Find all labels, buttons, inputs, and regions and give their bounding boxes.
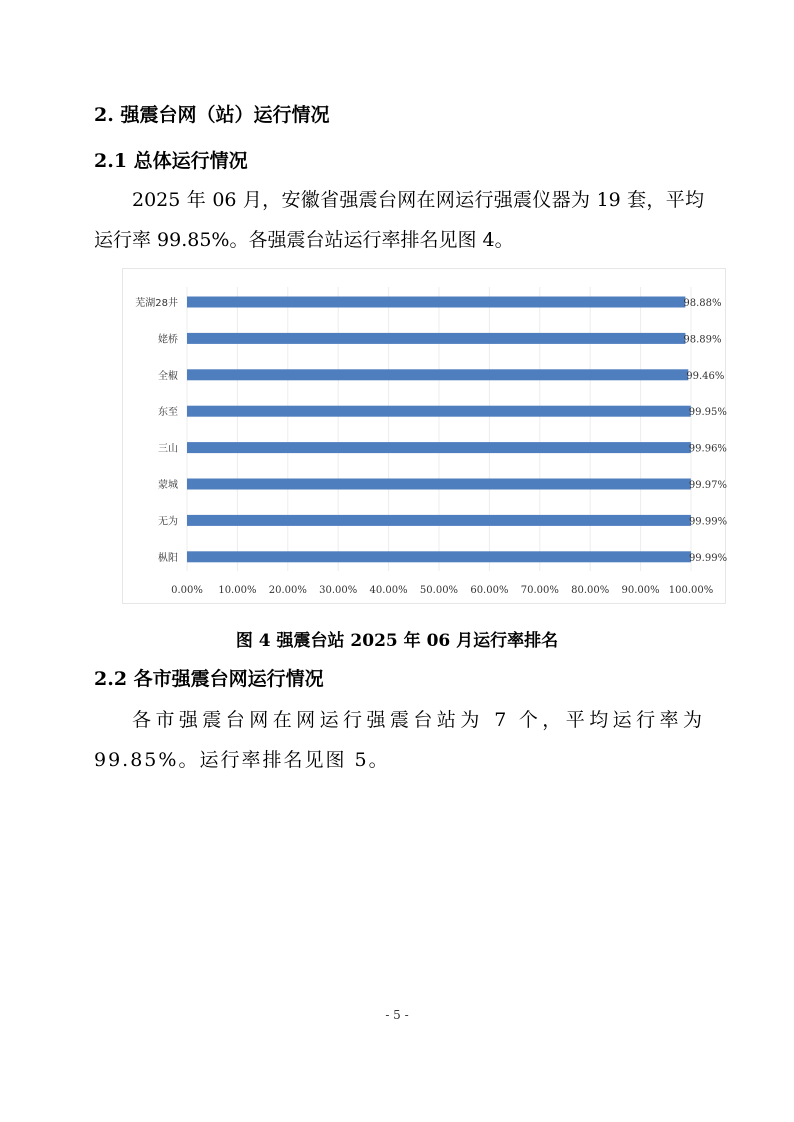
x-tick-label: 40.00% [369, 585, 408, 596]
bar [187, 551, 691, 562]
ranking-chart-svg [123, 269, 727, 605]
category-label: 三山 [158, 443, 178, 455]
bar [187, 369, 688, 380]
category-label: 枞阳 [158, 552, 178, 564]
value-label: 99.46% [686, 370, 725, 382]
x-tick-label: 0.00% [171, 585, 203, 596]
value-label: 98.88% [683, 298, 722, 309]
bar [187, 406, 691, 417]
paragraph-overall: 2025 年 06 月，安徽省强震台网在网运行强震仪器为 19 套，平均运行率 99.85%。各强震台站运行率排名见图 4。 [94, 189, 704, 251]
bar [187, 515, 691, 526]
category-label: 芜湖28井 [135, 298, 178, 309]
bar [187, 333, 685, 344]
subsection-heading-overall: 2.1 总体运行情况 [94, 150, 248, 172]
category-label: 东至 [158, 407, 178, 419]
category-label: 姥桥 [158, 334, 178, 346]
x-tick-label: 60.00% [470, 585, 509, 596]
category-label: 蒙城 [158, 480, 178, 491]
bar [187, 297, 685, 308]
category-label: 全椒 [158, 370, 178, 382]
value-label: 99.99% [688, 552, 727, 564]
x-tick-label: 70.00% [520, 585, 559, 596]
value-label: 99.95% [688, 407, 727, 419]
figure-caption: 图 4 强震台站 2025 年 06 月运行率排名 [235, 631, 559, 651]
x-tick-label: 30.00% [319, 585, 358, 596]
paragraph-cities: 各市强震台网在网运行强震台站为 7 个，平均运行率为 99.85%。运行率排名见图 5。 [94, 709, 704, 771]
value-label: 98.89% [683, 334, 722, 346]
x-tick-label: 80.00% [571, 585, 610, 596]
x-tick-label: 10.00% [218, 585, 257, 596]
value-label: 99.97% [688, 480, 727, 491]
x-tick-label: 20.00% [268, 585, 307, 596]
x-tick-label: 90.00% [621, 585, 660, 596]
bar [187, 442, 691, 453]
x-tick-label: 100.00% [668, 585, 714, 596]
ranking-chart [122, 268, 726, 604]
x-tick-label: 50.00% [419, 585, 459, 596]
value-label: 99.99% [688, 516, 727, 528]
page-number: - 5 - [385, 1008, 409, 1022]
category-label: 无为 [158, 516, 178, 528]
subsection-heading-cities: 2.2 各市强震台网运行情况 [94, 668, 324, 690]
section-heading: 2. 强震台网（站）运行情况 [94, 104, 330, 126]
bar [187, 479, 691, 490]
value-label: 99.96% [688, 443, 727, 455]
